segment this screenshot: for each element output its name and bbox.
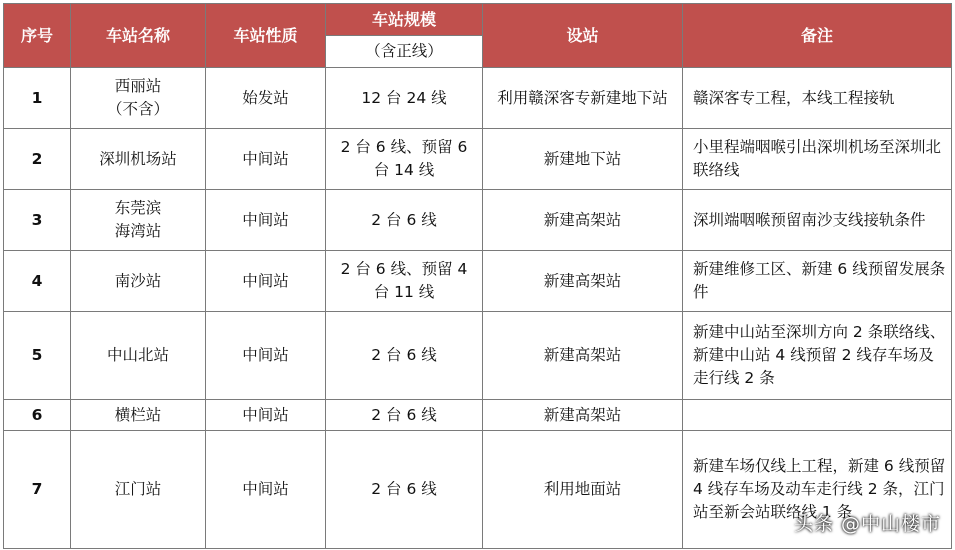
cell-seq: 6	[4, 400, 71, 431]
cell-setup: 新建高架站	[483, 400, 683, 431]
cell-nature: 中间站	[206, 190, 326, 251]
cell-name: 深圳机场站	[71, 129, 206, 190]
cell-remark	[683, 400, 952, 431]
header-setup: 设站	[483, 4, 683, 68]
header-scale: 车站规模	[326, 4, 483, 36]
cell-setup: 新建地下站	[483, 129, 683, 190]
header-seq: 序号	[4, 4, 71, 68]
header-remark: 备注	[683, 4, 952, 68]
cell-scale: 2 台 6 线、预留 6 台 14 线	[326, 129, 483, 190]
cell-nature: 中间站	[206, 400, 326, 431]
cell-scale: 2 台 6 线	[326, 190, 483, 251]
cell-name: 横栏站	[71, 400, 206, 431]
header-name: 车站名称	[71, 4, 206, 68]
cell-seq: 2	[4, 129, 71, 190]
cell-setup: 新建高架站	[483, 190, 683, 251]
table-row	[4, 312, 952, 400]
cell-remark: 深圳端咽喉预留南沙支线接轨条件	[683, 190, 952, 251]
cell-nature: 中间站	[206, 431, 326, 549]
cell-nature: 始发站	[206, 68, 326, 129]
cell-setup: 利用赣深客专新建地下站	[483, 68, 683, 129]
table-row	[4, 68, 952, 129]
table-row	[4, 129, 952, 190]
cell-setup: 新建高架站	[483, 312, 683, 400]
header-scale-sub: （含正线）	[326, 36, 483, 68]
table-row	[4, 190, 952, 251]
cell-setup: 新建高架站	[483, 251, 683, 312]
cell-nature: 中间站	[206, 312, 326, 400]
cell-remark: 新建中山站至深圳方向 2 条联络线、新建中山站 4 线预留 2 线存车场及走行线 2 条	[683, 312, 952, 400]
cell-seq: 3	[4, 190, 71, 251]
cell-remark: 小里程端咽喉引出深圳机场至深圳北联络线	[683, 129, 952, 190]
header-nature: 车站性质	[206, 4, 326, 68]
cell-scale: 2 台 6 线、预留 4 台 11 线	[326, 251, 483, 312]
cell-name: 江门站	[71, 431, 206, 549]
cell-seq: 5	[4, 312, 71, 400]
cell-seq: 1	[4, 68, 71, 129]
cell-scale: 2 台 6 线	[326, 400, 483, 431]
cell-scale: 2 台 6 线	[326, 312, 483, 400]
cell-remark: 赣深客专工程，本线工程接轨	[683, 68, 952, 129]
cell-nature: 中间站	[206, 251, 326, 312]
cell-remark: 新建维修工区、新建 6 线预留发展条件	[683, 251, 952, 312]
cell-scale: 2 台 6 线	[326, 431, 483, 549]
cell-name: 南沙站	[71, 251, 206, 312]
cell-setup: 利用地面站	[483, 431, 683, 549]
table-row	[4, 251, 952, 312]
cell-name: 西丽站 （不含）	[71, 68, 206, 129]
cell-nature: 中间站	[206, 129, 326, 190]
cell-remark: 新建车场仅线上工程，新建 6 线预留 4 线存车场及动车走行线 2 条，江门站至新会站联络线 1 条	[683, 431, 952, 549]
cell-seq: 4	[4, 251, 71, 312]
cell-seq: 7	[4, 431, 71, 549]
cell-name: 东莞滨 海湾站	[71, 190, 206, 251]
cell-scale: 12 台 24 线	[326, 68, 483, 129]
watermark: 头条 @中山楼市	[793, 513, 941, 535]
table-row	[4, 400, 952, 431]
station-table	[3, 3, 952, 549]
cell-name: 中山北站	[71, 312, 206, 400]
